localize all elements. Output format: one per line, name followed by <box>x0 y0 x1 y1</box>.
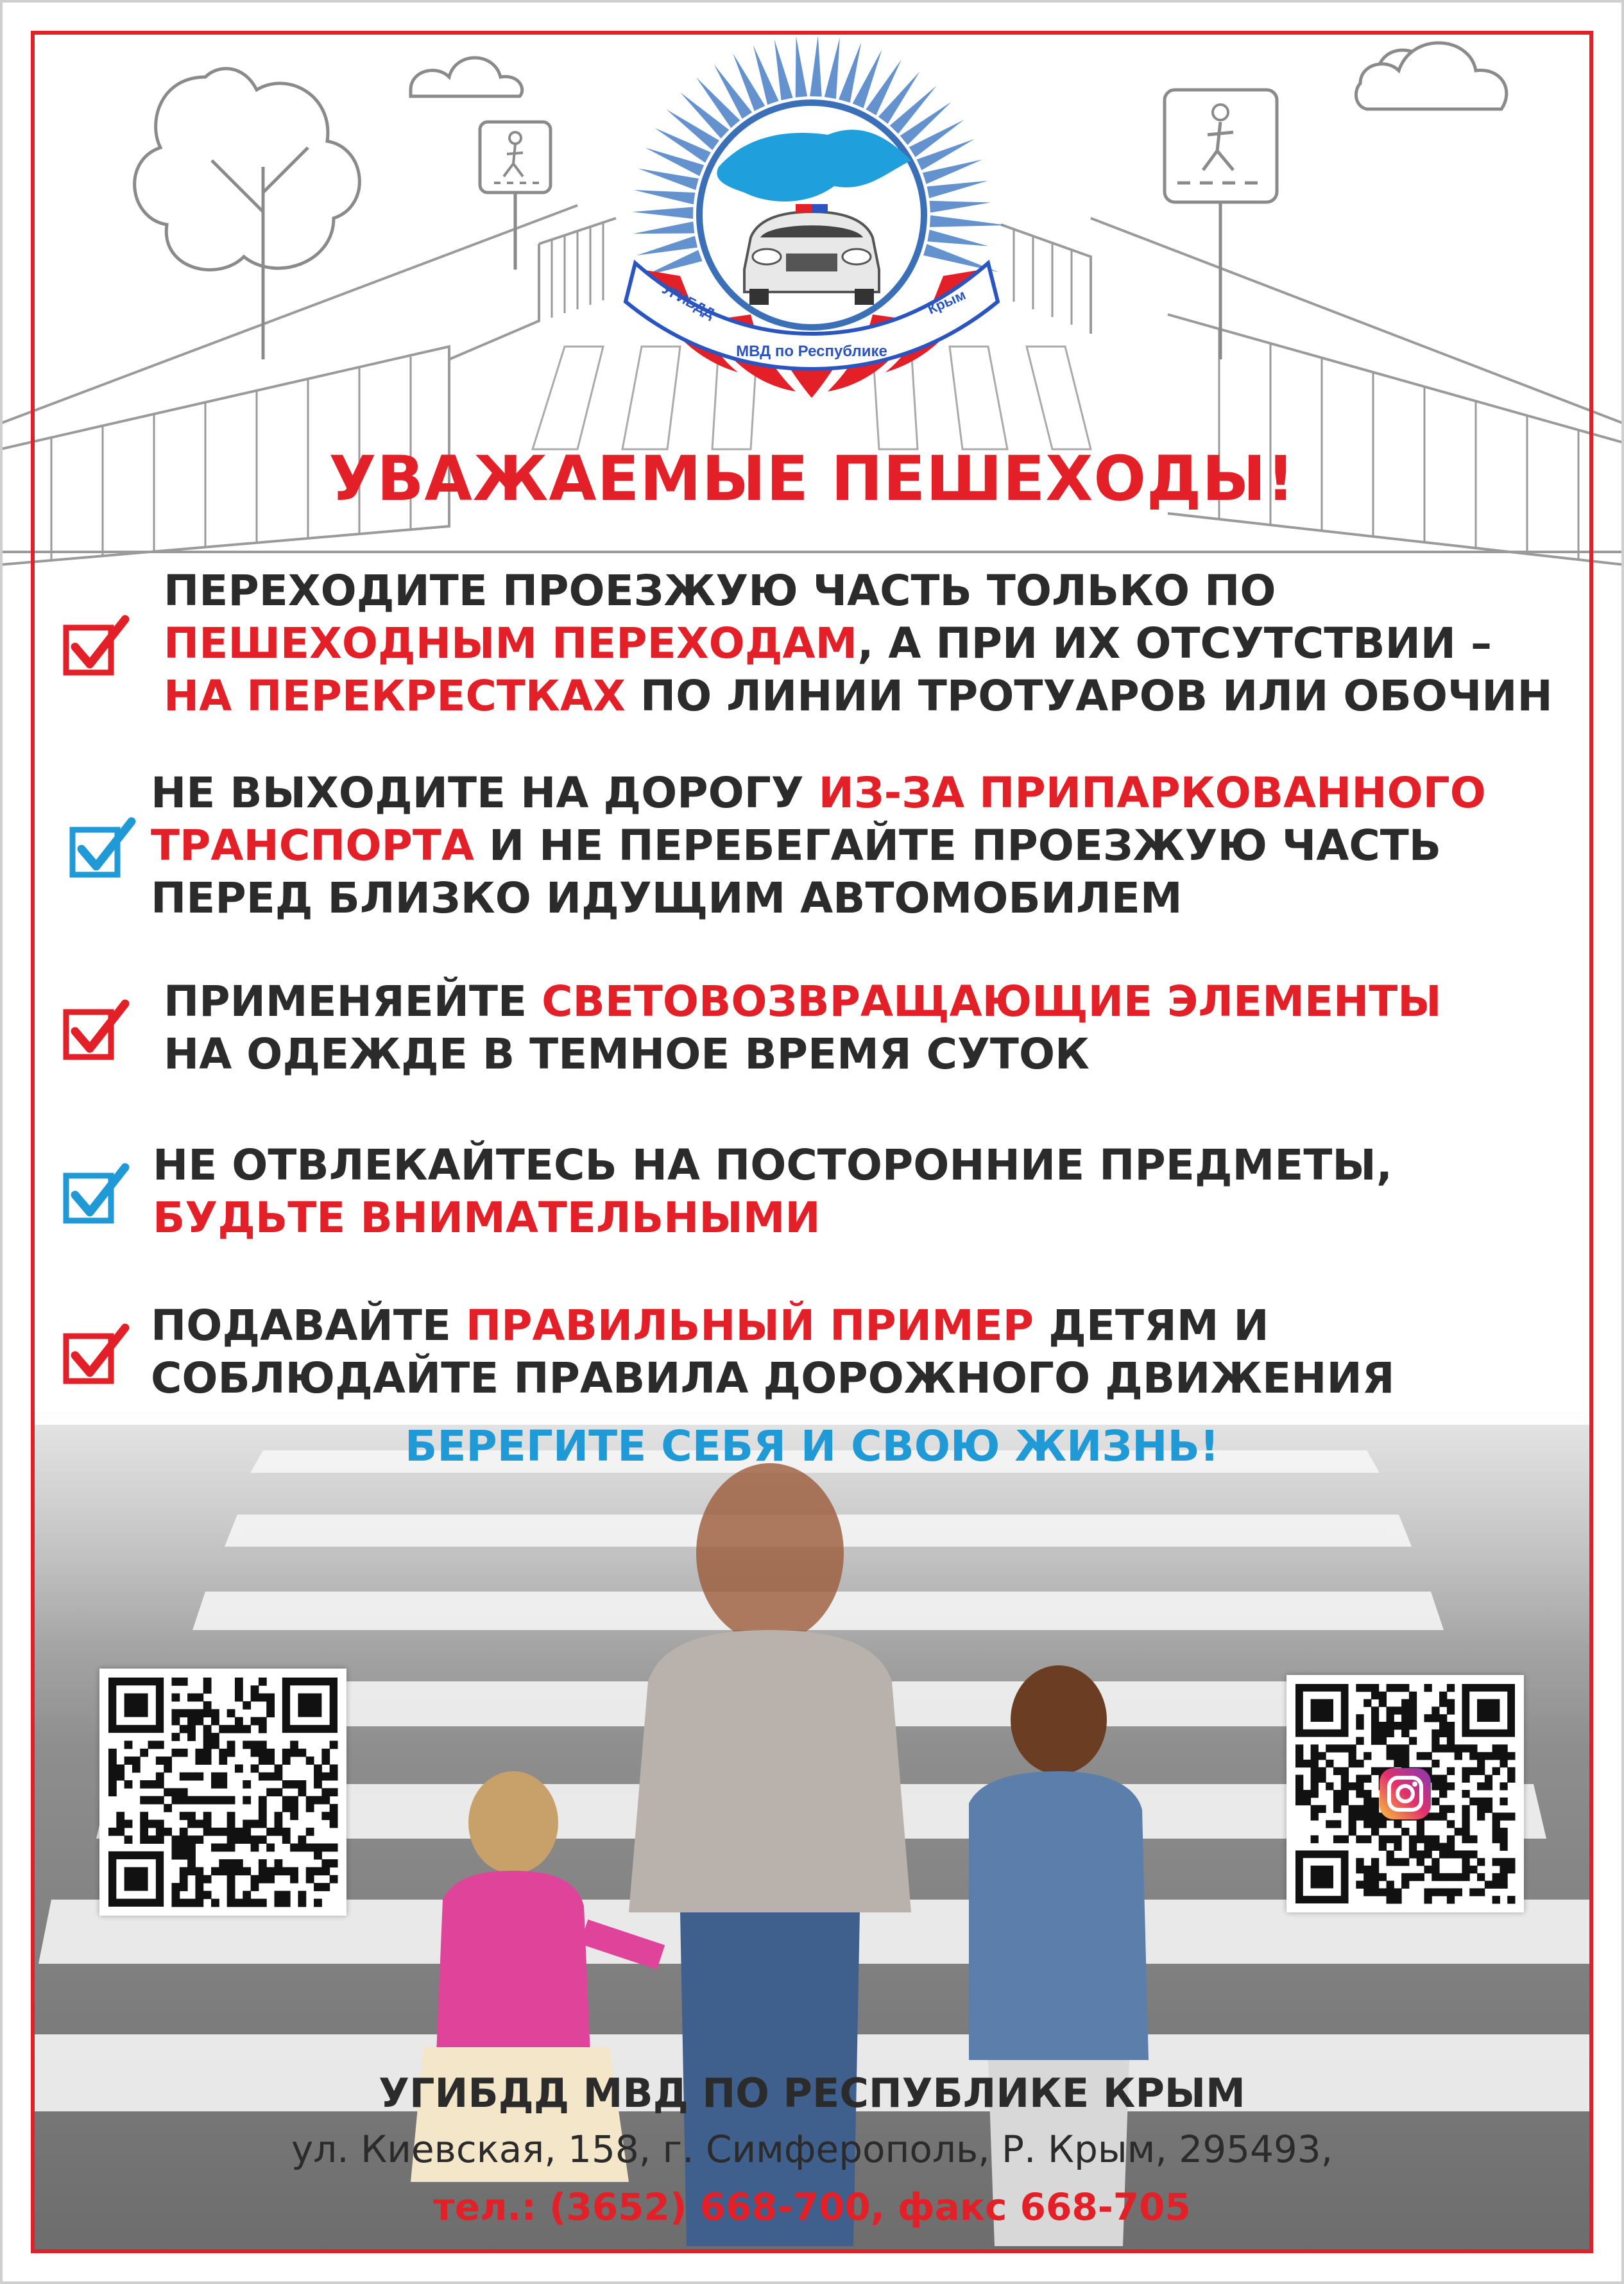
instagram-icon <box>1376 1765 1434 1823</box>
body-text: И НЕ ПЕРЕБЕГАЙТЕ ПРОЕЗЖУЮ ЧАСТЬ <box>474 821 1442 870</box>
advice-line <box>151 1352 1395 1405</box>
advice-text <box>153 1139 1392 1244</box>
footer-address: ул. Киевская, 158, г. Симферополь, Р. Крым, 295493, <box>291 2127 1333 2171</box>
footer-org: УГИБДД МВД ПО РЕСПУБЛИКЕ КРЫМ <box>379 2070 1245 2117</box>
ribbon-right-text: Крым <box>925 286 968 318</box>
page-title: УВАЖАЕМЫЕ ПЕШЕХОДЫ! <box>329 443 1295 515</box>
qr-code <box>99 1669 346 1916</box>
body-text: ПОДАВАЙТЕ <box>151 1301 466 1350</box>
advice-line <box>151 1300 1395 1352</box>
body-text: ПРИМЕНЯЕЙТЕ <box>164 977 542 1026</box>
advice-line <box>151 872 1486 925</box>
qr-code-left[interactable] <box>99 1669 346 1916</box>
highlight-text: ПРАВИЛЬНЫЙ ПРИМЕР <box>465 1301 1034 1350</box>
checkmark-icon <box>61 1320 132 1391</box>
qr-code-instagram[interactable] <box>1286 1675 1524 1912</box>
body-text: НЕ ОТВЛЕКАЙТЕСЬ НА ПОСТОРОННИЕ ПРЕДМЕТЫ, <box>153 1140 1392 1190</box>
highlight-text: БУДЬТЕ ВНИМАТЕЛЬНЫМИ <box>153 1193 821 1242</box>
checkmark-icon <box>67 814 138 884</box>
checkmark-icon <box>61 996 132 1067</box>
highlight-text: СВЕТОВОЗВРАЩАЮЩИЕ ЭЛЕМЕНТЫ <box>542 977 1442 1026</box>
advice-text <box>151 1300 1395 1405</box>
ribbon-center-text: МВД по Республике <box>736 343 887 360</box>
advice-line <box>164 670 1553 723</box>
body-text: , А ПРИ ИХ ОТСУТСТВИИ – <box>857 619 1492 668</box>
body-text: ПЕРЕХОДИТЕ ПРОЕЗЖУЮ ЧАСТЬ ТОЛЬКО ПО <box>164 566 1276 615</box>
body-text: ДЕТЯМ И <box>1034 1301 1269 1350</box>
highlight-text: ИЗ-ЗА ПРИПАРКОВАННОГО <box>818 768 1486 818</box>
checkmark-icon <box>61 612 132 682</box>
body-text: ПЕРЕД БЛИЗКО ИДУЩИМ АВТОМОБИЛЕМ <box>151 873 1183 923</box>
body-text: ПО ЛИНИИ ТРОТУАРОВ ИЛИ ОБОЧИН <box>625 671 1553 721</box>
highlight-text: ПЕШЕХОДНЫМ ПЕРЕХОДАМ <box>164 619 858 668</box>
advice-line <box>151 767 1486 820</box>
advice-line <box>153 1192 1392 1244</box>
checkmark-icon <box>61 1160 132 1230</box>
footer-phone: тел.: (3652) 668-700, факс 668-705 <box>433 2185 1191 2229</box>
body-text: СОБЛЮДАЙТЕ ПРАВИЛА ДОРОЖНОГО ДВИЖЕНИЯ <box>151 1353 1395 1403</box>
ribbon-left-text: УГИБДД <box>659 280 718 322</box>
advice-text <box>164 565 1553 723</box>
body-text: НА ОДЕЖДЕ В ТЕМНОЕ ВРЕМЯ СУТОК <box>164 1029 1090 1079</box>
highlight-text: ТРАНСПОРТА <box>151 821 474 870</box>
advice-text <box>151 767 1486 925</box>
advice-line <box>164 1028 1442 1081</box>
advice-line <box>164 975 1442 1028</box>
highlight-text: НА ПЕРЕКРЕСТКАХ <box>164 671 626 721</box>
slogan: БЕРЕГИТЕ СЕБЯ И СВОЮ ЖИЗНЬ! <box>405 1421 1219 1471</box>
advice-line <box>164 565 1553 617</box>
advice-line <box>153 1139 1392 1192</box>
body-text: НЕ ВЫХОДИТЕ НА ДОРОГУ <box>151 768 819 818</box>
advice-line <box>164 617 1553 670</box>
advice-text <box>164 975 1442 1081</box>
advice-line <box>151 820 1486 872</box>
